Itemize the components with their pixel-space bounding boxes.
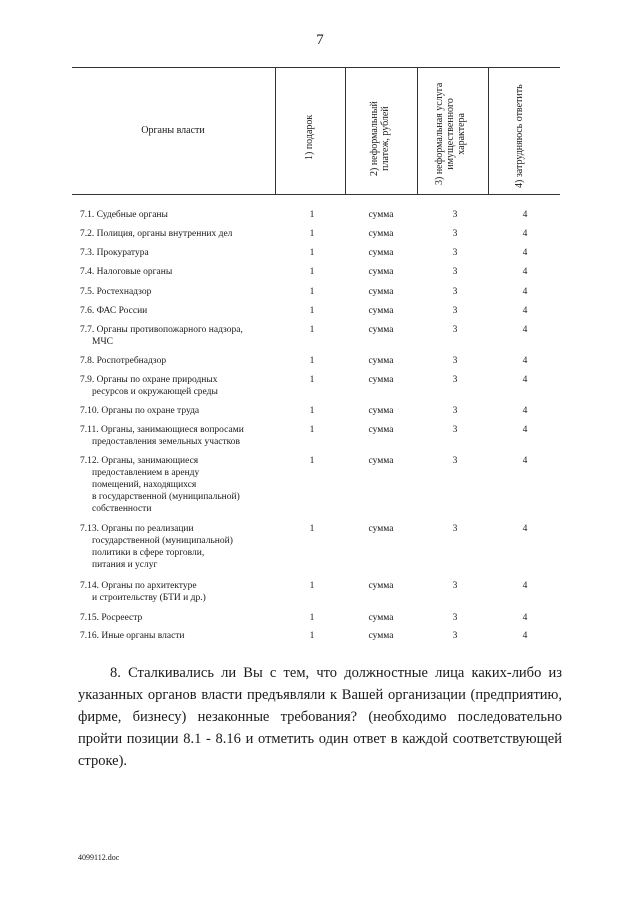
row-label-line: 7.9. Органы по охране природных (80, 375, 218, 385)
option-gift[interactable]: 1 (309, 287, 315, 297)
row-label-line: питания и услуг (92, 560, 158, 570)
row-label-line: МЧС (92, 337, 113, 347)
row-label-line: 7.6. ФАС России (80, 306, 148, 316)
header-col3-line3: характера (456, 113, 467, 155)
option-service[interactable]: 3 (452, 210, 458, 220)
row-label-line: 7.1. Судебные органы (80, 210, 168, 220)
option-payment[interactable]: сумма (368, 406, 394, 416)
row-label (80, 286, 280, 298)
header-col3-line2: имущественного (445, 98, 456, 170)
option-gift[interactable]: 1 (309, 581, 315, 591)
option-gift[interactable]: 1 (309, 306, 315, 316)
header-bottom-rule (72, 194, 560, 195)
row-label (80, 523, 280, 571)
option-payment[interactable]: сумма (368, 631, 394, 641)
row-label (80, 424, 280, 448)
row-label (80, 247, 280, 259)
option-payment[interactable]: сумма (368, 248, 394, 258)
row-label-line: 7.14. Органы по архитектуре (80, 581, 197, 591)
option-gift[interactable]: 1 (309, 325, 315, 335)
row-label-line: предоставления земельных участков (92, 437, 241, 447)
header-divider-2 (345, 67, 346, 194)
header-col1-text: 1) подарок (304, 114, 315, 160)
option-gift[interactable]: 1 (309, 524, 315, 534)
option-gift[interactable]: 1 (309, 356, 315, 366)
header-col4-text: 4) затрудняюсь ответить (514, 84, 525, 188)
option-difficult[interactable]: 4 (522, 229, 528, 239)
option-payment[interactable]: сумма (368, 267, 394, 277)
row-label (80, 324, 280, 348)
option-gift[interactable]: 1 (309, 248, 315, 258)
option-service[interactable]: 3 (452, 325, 458, 335)
header-col1 (304, 115, 315, 160)
row-label-line: собственности (92, 504, 152, 514)
row-label-line: 7.7. Органы противопожарного надзора, (80, 325, 243, 335)
option-gift[interactable]: 1 (309, 406, 315, 416)
option-service[interactable]: 3 (452, 406, 458, 416)
option-service[interactable]: 3 (452, 581, 458, 591)
option-service[interactable]: 3 (452, 229, 458, 239)
header-col3 (434, 83, 467, 185)
option-service[interactable]: 3 (452, 524, 458, 534)
option-payment[interactable]: сумма (368, 306, 394, 316)
option-gift[interactable]: 1 (309, 375, 315, 385)
header-divider-3 (417, 67, 418, 194)
row-label-line: 7.10. Органы по охране труда (80, 406, 200, 416)
option-gift[interactable]: 1 (309, 229, 315, 239)
row-label (80, 266, 280, 278)
option-service[interactable]: 3 (452, 287, 458, 297)
option-difficult[interactable]: 4 (522, 306, 528, 316)
page-number: 7 (316, 32, 324, 48)
option-service[interactable]: 3 (452, 456, 458, 466)
option-difficult[interactable]: 4 (522, 267, 528, 277)
row-label-line: 7.16. Иные органы власти (80, 631, 185, 641)
option-payment[interactable]: сумма (368, 325, 394, 335)
row-label (80, 405, 280, 417)
row-label (80, 612, 280, 624)
option-service[interactable]: 3 (452, 267, 458, 277)
option-gift[interactable]: 1 (309, 210, 315, 220)
option-gift[interactable]: 1 (309, 267, 315, 277)
option-service[interactable]: 3 (452, 306, 458, 316)
row-label-line: политики в сфере торговли, (92, 548, 205, 558)
option-payment[interactable]: сумма (368, 613, 394, 623)
row-label-line: 7.5. Ростехнадзор (80, 287, 152, 297)
header-col2-line1: 2) неформальный (369, 101, 380, 176)
header-org-column: Органы власти (141, 125, 205, 136)
header-top-rule (72, 67, 560, 68)
header-divider-4 (488, 67, 489, 194)
row-label (80, 455, 280, 515)
row-label-line: 7.8. Роспотребнадзор (80, 356, 167, 366)
row-label-line: помещений, находящихся (92, 480, 197, 490)
option-payment[interactable]: сумма (368, 210, 394, 220)
row-label-line: и строительству (БТИ и др.) (92, 593, 206, 603)
option-payment[interactable]: сумма (368, 456, 394, 466)
option-difficult[interactable]: 4 (522, 631, 528, 641)
row-label-line: ресурсов и окружающей среды (92, 387, 218, 397)
row-label-line: 7.12. Органы, занимающиеся (80, 456, 199, 466)
option-service[interactable]: 3 (452, 631, 458, 641)
row-label-line: в государственной (муниципальной) (92, 492, 240, 502)
header-col2-line2: платеж, рублей (380, 106, 391, 171)
option-difficult[interactable]: 4 (522, 581, 528, 591)
header-col2 (369, 101, 391, 176)
row-label-line: 7.2. Полиция, органы внутренних дел (80, 229, 233, 239)
option-payment[interactable]: сумма (368, 356, 394, 366)
option-payment[interactable]: сумма (368, 229, 394, 239)
option-payment[interactable]: сумма (368, 425, 394, 435)
option-difficult[interactable]: 4 (522, 524, 528, 534)
option-payment[interactable]: сумма (368, 524, 394, 534)
option-service[interactable]: 3 (452, 425, 458, 435)
option-difficult[interactable]: 4 (522, 210, 528, 220)
option-difficult[interactable]: 4 (522, 356, 528, 366)
option-difficult[interactable]: 4 (522, 325, 528, 335)
option-difficult[interactable]: 4 (522, 425, 528, 435)
question-8: 8. Сталкивались ли Вы с тем, что должностные лица каких-либо из указанных органов власти предъявляли к Вашей организации (предприятию, фирме, бизнесу) незаконные требования? (необходимо последовательно пройти позиции 8.1 - 8.16 и отметить один ответ в каждой соответствующей строке). (78, 665, 562, 769)
option-gift[interactable]: 1 (309, 425, 315, 435)
option-difficult[interactable]: 4 (522, 613, 528, 623)
option-service[interactable]: 3 (452, 375, 458, 385)
footer-filename: 4099112.doc (78, 853, 120, 862)
option-service[interactable]: 3 (452, 248, 458, 258)
header-divider-1 (275, 67, 276, 194)
row-label-line: предоставлением в аренду (92, 468, 200, 478)
option-difficult[interactable]: 4 (522, 375, 528, 385)
option-gift[interactable]: 1 (309, 631, 315, 641)
option-service[interactable]: 3 (452, 356, 458, 366)
option-payment[interactable]: сумма (368, 375, 394, 385)
row-label-line: государственной (муниципальной) (92, 536, 233, 546)
option-payment[interactable]: сумма (368, 287, 394, 297)
row-label (80, 305, 280, 317)
option-payment[interactable]: сумма (368, 581, 394, 591)
option-gift[interactable]: 1 (309, 613, 315, 623)
row-label-line: 7.13. Органы по реализации (80, 524, 194, 534)
row-label-line: 7.4. Налоговые органы (80, 267, 173, 277)
row-label (80, 374, 280, 398)
option-difficult[interactable]: 4 (522, 456, 528, 466)
row-label (80, 355, 280, 367)
header-col4 (514, 84, 525, 188)
option-gift[interactable]: 1 (309, 456, 315, 466)
row-label-line: 7.3. Прокуратура (80, 248, 149, 258)
row-label-line: 7.11. Органы, занимающиеся вопросами (80, 425, 244, 435)
row-label (80, 228, 280, 240)
row-label (80, 209, 280, 221)
row-label-line: 7.15. Росреестр (80, 613, 143, 623)
row-label (80, 630, 280, 642)
row-label (80, 580, 280, 604)
option-difficult[interactable]: 4 (522, 287, 528, 297)
option-difficult[interactable]: 4 (522, 406, 528, 416)
option-difficult[interactable]: 4 (522, 248, 528, 258)
option-service[interactable]: 3 (452, 613, 458, 623)
header-col3-line1: 3) неформальная услуга (434, 82, 445, 185)
